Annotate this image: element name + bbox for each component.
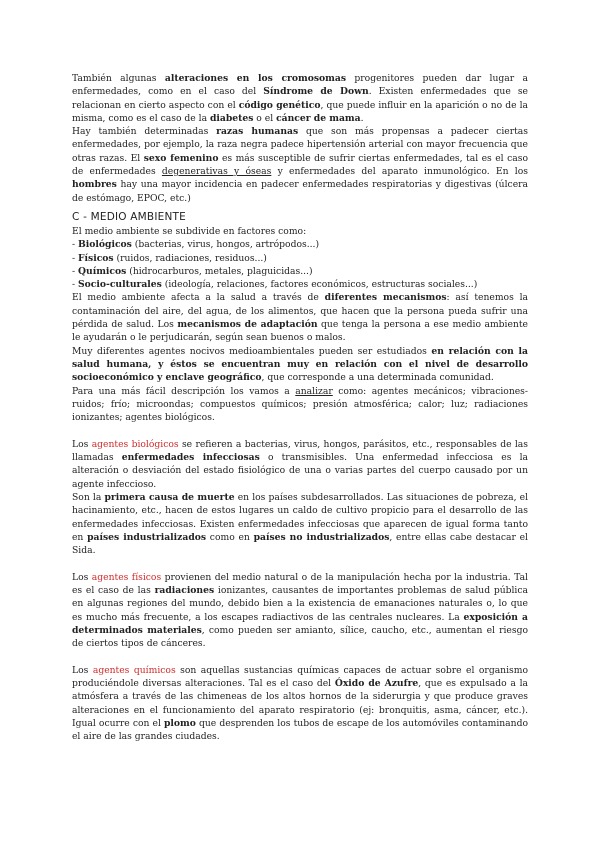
text: progenitores pueden dar lugar a enfermedades, como en el caso del bbox=[72, 73, 528, 98]
paragraph-chromosomes bbox=[72, 72, 528, 125]
bold-term: plomo bbox=[164, 717, 196, 729]
text: Son la bbox=[72, 491, 105, 503]
factor-name: Químicos bbox=[78, 265, 127, 277]
text: que son más propensas a padecer ciertas enfermedades, por ejemplo, la raza negra padece hipertensión arterial con mayor frecuencia que otras razas. El bbox=[72, 126, 528, 164]
factor-item: - Biológicos (bacterias, virus, hongos, artrópodos...) bbox=[72, 239, 320, 251]
text: . Existen enfermedades que se relacionan en cierto aspecto con el bbox=[72, 86, 528, 111]
text: y enfermedades del aparato inmunológico. En los bbox=[271, 166, 528, 178]
text: : así tenemos la contaminación del aire, del agua, de los alimentos, que hacen que la persona pueda sufrir una pérdida de salud. Los bbox=[72, 292, 528, 331]
highlight-term: agentes químicos bbox=[92, 664, 176, 676]
text: . bbox=[360, 112, 364, 124]
section-heading: C - MEDIO AMBIENTE bbox=[72, 210, 186, 223]
text: , que puede influir en la aparición o no de la misma, como es el caso de la bbox=[72, 99, 528, 124]
text: Hay también determinadas bbox=[72, 126, 217, 138]
factor-desc: (bacterias, virus, hongos, artrópodos...) bbox=[131, 239, 320, 251]
underlined-term: degenerativas y óseas bbox=[161, 166, 272, 178]
text: hay una mayor incidencia en padecer enfermedades respiratorias y digestivas (úlcera de estómago, EPOC, etc.) bbox=[72, 179, 528, 204]
bold-term: sexo femenino bbox=[143, 152, 219, 164]
factor-item: - Socio-culturales (ideología, relaciones, factores económicos, estructuras sociales...) bbox=[72, 279, 478, 291]
document-page bbox=[72, 72, 528, 744]
text: El medio ambiente afecta a la salud a través de bbox=[72, 292, 325, 304]
text: , que es expulsado a la atmósfera a través de las chimeneas de los altos hornos de la siderurgia y que produce graves alteraciones en el funcionamiento del aparato respiratorio (ej: bronquitis, asma, cáncer, etc.). Igual ocurre con el bbox=[72, 678, 529, 729]
bold-term: diferentes mecanismos bbox=[324, 292, 447, 304]
bold-term: alteraciones en los cromosomas bbox=[164, 73, 346, 84]
bold-term: países no industrializados bbox=[253, 531, 390, 543]
text: que desprenden los tubos de escape de los automóviles contaminando el aire de las grandes ciudades. bbox=[72, 717, 528, 743]
bold-term: Síndrome de Down bbox=[263, 86, 369, 98]
text: , entre ellas cabe destacar el Sida. bbox=[72, 531, 528, 557]
paragraph-chemical-agents bbox=[72, 664, 528, 744]
factor-item: - Químicos (hidrocarburos, metales, plaguicidas...) bbox=[72, 265, 313, 277]
highlight-term: agentes físicos bbox=[91, 571, 162, 583]
text: Para una más fácil descripción los vamos a bbox=[72, 385, 296, 397]
text: o el bbox=[253, 112, 277, 124]
text: como: agentes mecánicos; vibraciones-ruidos; frío; microondas; compuestos químicos; presión atmosférica; calor; luz; radiaciones ionizantes; agentes biológicos. bbox=[72, 385, 528, 424]
text: Los bbox=[72, 664, 93, 676]
text: o transmisibles. Una enfermedad infecciosa es la alteración o desviación del estado fisiológico de una o varias partes del cuerpo causado por un agente infeccioso. bbox=[72, 452, 528, 490]
highlight-term: agentes biológicos bbox=[91, 438, 179, 450]
text: , como pueden ser amianto, sílice, caucho, etc., aumentan el riesgo de ciertos tipos de cánceres. bbox=[72, 624, 529, 650]
paragraph-noxious-agents bbox=[72, 345, 528, 385]
bold-term: Óxido de Azufre bbox=[334, 678, 419, 690]
text: ionizantes, causantes de importantes problemas de salud pública en algunas regiones del mundo, debido bien a la existencia de emanaciones naturales o, lo que es mucho más frecuente, a los escapes radiactivos de las centrales nucleares. La bbox=[72, 584, 528, 623]
text: que tenga la persona a ese medio ambiente le ayudarán o le perjudicarán, según sean buenos o malos. bbox=[72, 319, 528, 344]
text: como en bbox=[206, 531, 254, 543]
paragraph-analysis bbox=[72, 385, 528, 425]
text: , que corresponde a una determinada comunidad. bbox=[261, 372, 494, 384]
bold-term: exposición a determinados materiales bbox=[72, 611, 528, 636]
factor-desc: (ruidos, radiaciones, residuos...) bbox=[113, 252, 267, 264]
bold-term: radiaciones bbox=[154, 584, 215, 596]
bold-term: código genético bbox=[238, 99, 321, 111]
bold-term: mecanismos de adaptación bbox=[177, 319, 318, 331]
paragraph-mechanisms bbox=[72, 291, 528, 344]
text: Muy diferentes agentes nocivos medioambientales pueden ser estudiados bbox=[72, 345, 432, 357]
text: es más susceptible de sufrir ciertas enfermedades, tal es el caso de enfermedades bbox=[72, 152, 528, 178]
bold-term: países industrializados bbox=[87, 531, 207, 543]
text: son aquellas sustancias químicas capaces de actuar sobre el organismo produciéndole diversas alteraciones. Tal es el caso del bbox=[72, 664, 528, 690]
factor-item: - Físicos (ruidos, radiaciones, residuos...) bbox=[72, 252, 267, 264]
paragraph-physical-agents bbox=[72, 571, 528, 651]
text: También algunas bbox=[72, 73, 165, 84]
factor-desc: (hidrocarburos, metales, plaguicidas...) bbox=[126, 265, 313, 277]
bold-term: cáncer de mama bbox=[276, 112, 361, 124]
bold-term: en relación con la salud humana, y éstos se encuentran muy en relación con el nivel de desarrollo socioeconómico y enclave geográfico bbox=[72, 345, 528, 384]
text: en los países subdesarrollados. Las situaciones de pobreza, el hacinamiento, etc., hacen de estos lugares un caldo de cultivo propicio para el desarrollo de las enfermedades infecciosas. Existen enfermedades infecciosas que aparecen de igual forma tanto en bbox=[72, 491, 529, 543]
bold-term: primera causa de muerte bbox=[104, 491, 235, 503]
factor-desc: (ideología, relaciones, factores económicos, estructuras sociales...) bbox=[161, 279, 478, 291]
bold-term: enfermedades infecciosas bbox=[121, 452, 260, 464]
text: Los bbox=[72, 438, 92, 450]
factor-name: Socio-culturales bbox=[78, 279, 162, 291]
paragraph-death-cause bbox=[72, 491, 528, 557]
text: provienen del medio natural o de la manipulación hecha por la industria. Tal es el caso de las bbox=[72, 571, 528, 596]
paragraph-biological-agents bbox=[72, 438, 528, 491]
paragraph-races-sex bbox=[72, 125, 528, 205]
intro-line: El medio ambiente se subdivide en factores como: bbox=[72, 225, 307, 237]
factor-name: Biológicos bbox=[78, 239, 132, 251]
bold-term: diabetes bbox=[209, 112, 254, 124]
factor-name: Físicos bbox=[78, 252, 114, 264]
underlined-term: analizar bbox=[295, 385, 333, 397]
bold-term: razas humanas bbox=[216, 126, 299, 138]
text: Los bbox=[72, 571, 92, 583]
text: se refieren a bacterias, virus, hongos, parásitos, etc., responsables de las llamadas bbox=[72, 438, 528, 464]
bold-term: hombres bbox=[72, 179, 117, 191]
